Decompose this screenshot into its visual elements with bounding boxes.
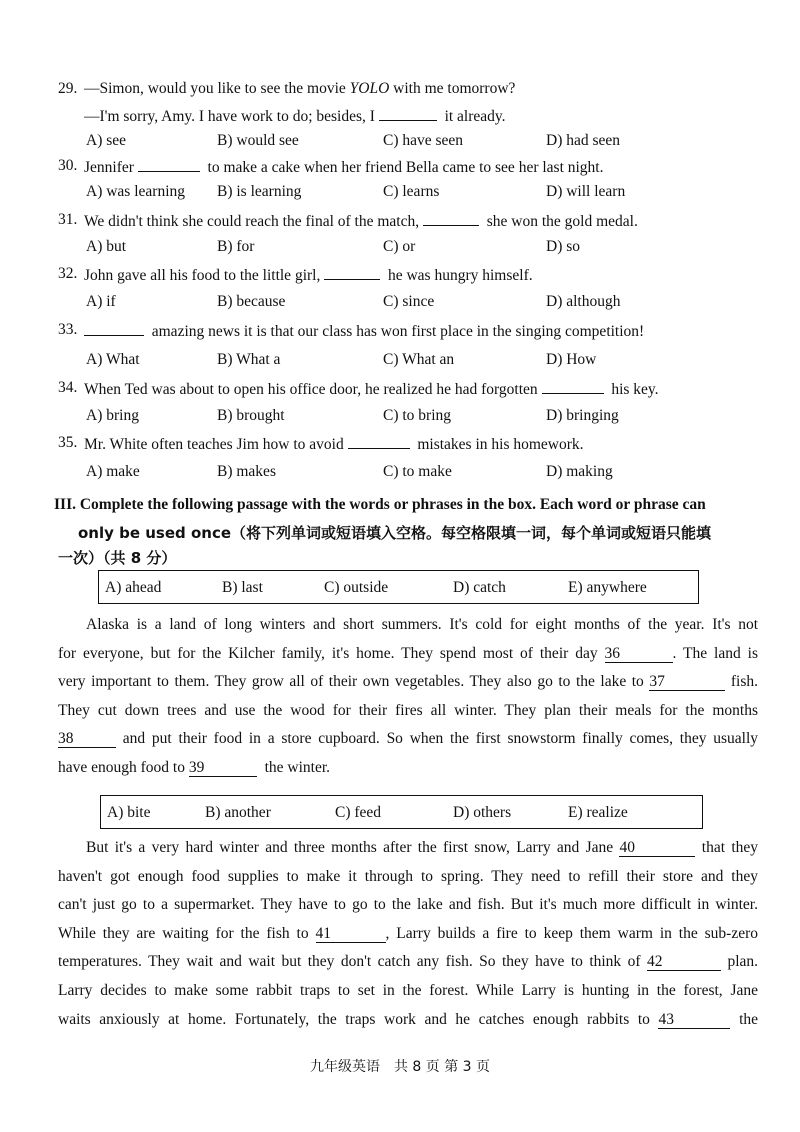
passage-line — [58, 834, 758, 863]
stem-text: John gave all his food to the little girl, — [84, 267, 321, 284]
option-a: A) What — [86, 351, 140, 368]
passage-text: the winter. — [264, 758, 331, 776]
stem-text: he was hungry himself. — [387, 267, 533, 284]
passage-line — [58, 920, 758, 949]
passage-line — [58, 725, 758, 754]
option-d: D) How — [546, 351, 597, 368]
option-b: B) What a — [217, 351, 281, 368]
passage-line: can't just go to a supermarket. They have to go to the lake and fish. But it's much more difficult in winter. — [58, 896, 758, 914]
answer-blank-40[interactable]: 40 — [619, 840, 695, 857]
word-box-1 — [98, 570, 699, 604]
word-option: C) feed — [335, 804, 382, 821]
passage-text: fish. — [730, 673, 758, 691]
question-stem — [84, 434, 584, 454]
question-stem — [84, 379, 659, 399]
word-option: A) bite — [107, 804, 151, 821]
question-stem-line2 — [84, 106, 506, 126]
stem-text: —Simon, would you like to see the movie — [84, 80, 350, 97]
section-score: 一次）（共 8 分） — [58, 549, 177, 567]
question-number: 33. — [58, 321, 78, 338]
answer-blank-38[interactable]: 38 — [58, 731, 116, 748]
answer-blank[interactable] — [348, 434, 410, 449]
answer-blank-36[interactable]: 36 — [605, 646, 673, 663]
option-b: B) would see — [217, 132, 299, 149]
passage-line — [58, 754, 758, 783]
word-box-2 — [100, 795, 703, 829]
stem-text: to make a cake when her friend Bella came to see her last night. — [207, 159, 604, 176]
question-stem — [84, 265, 533, 285]
passage-line: haven't got enough food supplies to make it through to spring. They need to refill their store and they — [58, 867, 758, 885]
option-a: A) if — [86, 293, 116, 310]
word-option: E) realize — [568, 804, 628, 821]
option-d: D) will learn — [546, 183, 626, 200]
question-number: 34. — [58, 379, 78, 396]
answer-blank[interactable] — [379, 106, 437, 121]
word-option: B) another — [205, 804, 271, 821]
answer-blank-41[interactable]: 41 — [316, 926, 386, 943]
passage-line: They cut down trees and use the wood for their fires all winter. They plan their meals for the months — [58, 701, 758, 719]
option-d: D) although — [546, 293, 621, 310]
passage-line — [58, 948, 758, 977]
option-b: B) is learning — [217, 183, 302, 200]
word-option: B) last — [222, 579, 263, 596]
passage-line: Alaska is a land of long winters and short summers. It's cold for eight months of the year. It's not — [86, 616, 758, 633]
option-d: D) making — [546, 463, 613, 480]
passage-text: While they are waiting for the fish to — [58, 924, 309, 942]
passage-text: and put their food in a store cupboard. So when the first snowstorm finally comes, they usually — [122, 730, 759, 748]
option-a: A) see — [86, 132, 127, 149]
question-number: 31. — [58, 211, 78, 228]
passage-text: for everyone, but for the Kilcher family, it's home. They spend most of their day — [58, 644, 598, 662]
answer-blank[interactable] — [324, 265, 380, 280]
option-b: B) for — [217, 238, 255, 255]
answer-blank-42[interactable]: 42 — [647, 954, 721, 971]
option-b: B) makes — [217, 463, 276, 480]
option-d: D) bringing — [546, 407, 619, 424]
question-stem — [84, 211, 638, 231]
word-option: A) ahead — [105, 579, 162, 596]
word-option: E) anywhere — [568, 579, 647, 596]
answer-blank[interactable] — [542, 379, 604, 394]
answer-blank[interactable] — [138, 157, 200, 172]
passage-line — [58, 640, 758, 669]
option-a: A) make — [86, 463, 140, 480]
section-instruction: only be used once（将下列单词或短语填入空格。每空格限填一词，每个单词或短语只能填 — [78, 524, 712, 542]
option-c: C) or — [383, 238, 416, 255]
stem-text: it already. — [444, 108, 506, 125]
passage-text: . The land is — [672, 644, 758, 662]
question-number: 29. — [58, 80, 78, 97]
page-footer: 九年级英语 共 8 页 第 3 页 — [309, 1059, 491, 1075]
passage-text: that they — [701, 839, 759, 856]
stem-text: —I'm sorry, Amy. I have work to do; besides, I — [84, 108, 375, 125]
question-stem — [84, 321, 644, 341]
stem-text: We didn't think she could reach the final of the match, — [84, 213, 420, 230]
option-c: C) have seen — [383, 132, 464, 149]
stem-text: Jennifer — [84, 159, 134, 176]
option-c: C) to make — [383, 463, 452, 480]
option-d: D) so — [546, 238, 581, 255]
stem-text: amazing news it is that our class has won first place in the singing competition! — [151, 323, 645, 340]
movie-title: YOLO — [349, 80, 390, 97]
section-title: III. Complete the following passage with the words or phrases in the box. Each word or phrase can — [54, 496, 706, 513]
question-stem — [84, 157, 604, 177]
passage-line — [58, 668, 758, 697]
passage-text: But it's a very hard winter and three months after the first snow, Larry and Jane — [86, 839, 614, 856]
answer-blank-37[interactable]: 37 — [649, 674, 725, 691]
passage-text: have enough food to — [58, 758, 185, 776]
passage-line — [58, 1006, 758, 1035]
option-b: B) brought — [217, 407, 285, 424]
word-option: C) outside — [324, 579, 389, 596]
passage-text: temperatures. They wait and wait but they don't catch any fish. So they have to think of — [58, 953, 641, 971]
option-c: C) What an — [383, 351, 455, 368]
passage-text: waits anxiously at home. Fortunately, the traps work and he catches enough rabbits to — [58, 1010, 650, 1028]
question-number: 30. — [58, 157, 78, 174]
passage-line: Larry decides to make some rabbit traps to set in the forest. While Larry is hunting in the forest, Jane — [58, 981, 758, 999]
stem-text: Mr. White often teaches Jim how to avoid — [84, 436, 344, 453]
word-option: D) catch — [453, 579, 506, 596]
stem-text: his key. — [611, 381, 659, 398]
option-b: B) because — [217, 293, 286, 310]
stem-text: When Ted was about to open his office door, he realized he had forgotten — [84, 381, 538, 398]
answer-blank-43[interactable]: 43 — [658, 1012, 730, 1029]
answer-blank-39[interactable]: 39 — [189, 760, 257, 777]
option-c: C) learns — [383, 183, 440, 200]
word-option: D) others — [453, 804, 512, 821]
answer-blank[interactable] — [84, 321, 144, 336]
option-a: A) was learning — [86, 183, 185, 200]
option-a: A) bring — [86, 407, 139, 424]
passage-text: very important to them. They grow all of their own vegetables. They also go to the lake to — [58, 673, 644, 691]
passage-text: plan. — [727, 953, 759, 971]
passage-text: the — [739, 1010, 759, 1028]
option-d: D) had seen — [546, 132, 621, 149]
answer-blank[interactable] — [423, 211, 479, 226]
passage-text: , Larry builds a fire to keep them warm in the sub-zero — [385, 924, 758, 942]
option-c: C) since — [383, 293, 435, 310]
question-number: 32. — [58, 265, 78, 282]
stem-text: she won the gold medal. — [486, 213, 638, 230]
option-a: A) but — [86, 238, 127, 255]
question-stem — [84, 80, 515, 98]
option-c: C) to bring — [383, 407, 452, 424]
question-number: 35. — [58, 434, 78, 451]
stem-text: mistakes in his homework. — [417, 436, 584, 453]
passage-paragraph-2 — [58, 834, 758, 1034]
stem-text: with me tomorrow? — [389, 80, 516, 97]
passage-paragraph-1 — [58, 611, 758, 783]
